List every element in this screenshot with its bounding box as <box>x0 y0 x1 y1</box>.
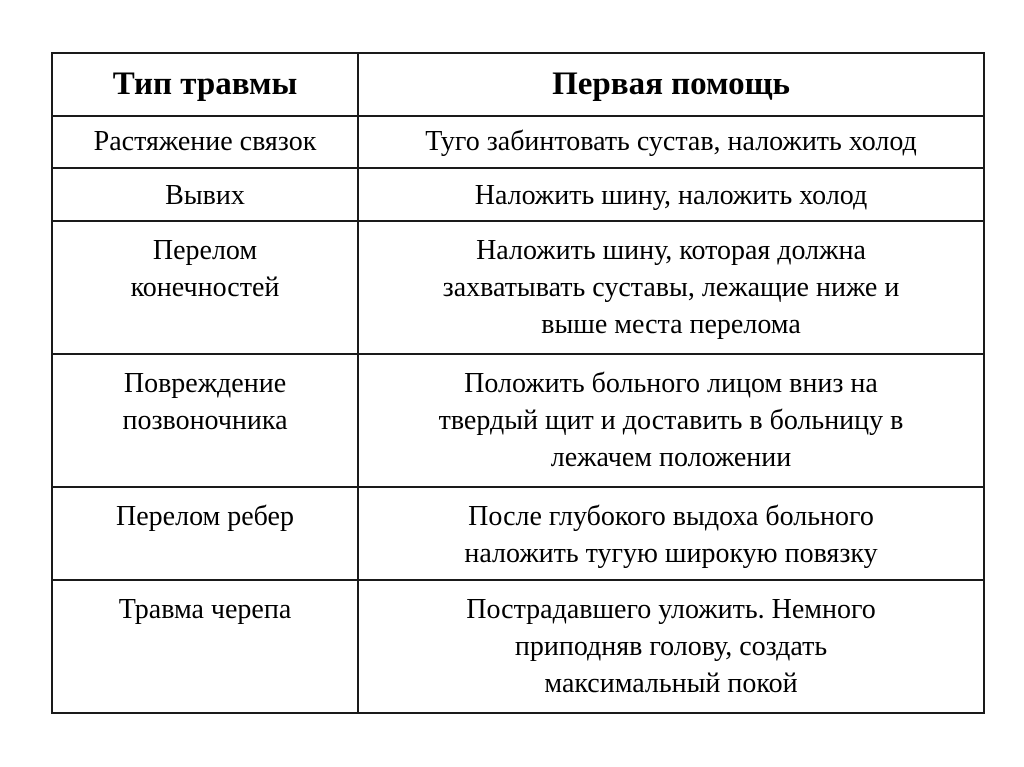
header-row <box>52 53 984 116</box>
first-aid-cell <box>358 168 984 221</box>
first-aid-cell <box>358 487 984 580</box>
table-row <box>52 116 984 168</box>
table-row <box>52 221 984 354</box>
injury-type-text: Перелом ребер <box>116 501 294 532</box>
injury-type-cell <box>52 487 358 580</box>
first-aid-text: Наложить шину, наложить холод <box>474 180 868 211</box>
first-aid-cell <box>358 116 984 168</box>
injury-type-text: Травма черепа <box>118 594 292 625</box>
injury-type-text: Перелом конечностей <box>130 235 280 303</box>
header-injury-type: Тип травмы <box>52 53 358 116</box>
first-aid-text: Пострадавшего уложить. Немного приподняв голову, создать максимальный покой <box>466 594 876 699</box>
table-row <box>52 354 984 487</box>
first-aid-text: Наложить шину, которая должна захватывать суставы, лежащие ниже и выше места перелома <box>442 235 900 340</box>
injury-type-text: Повреждение позвоночника <box>122 368 288 436</box>
injury-type-cell <box>52 221 358 354</box>
first-aid-cell <box>358 354 984 487</box>
injury-type-text: Растяжение связок <box>93 126 317 157</box>
table-row <box>52 580 984 713</box>
injury-type-cell <box>52 580 358 713</box>
first-aid-text: Туго забинтовать сустав, наложить холод <box>425 126 917 157</box>
first-aid-cell <box>358 221 984 354</box>
first-aid-text: После глубокого выдоха больного наложить тугую широкую повязку <box>464 501 878 569</box>
table-row <box>52 168 984 221</box>
first-aid-text: Положить больного лицом вниз на твердый щит и доставить в больницу в лежачем положении <box>438 368 904 473</box>
injury-type-cell <box>52 354 358 487</box>
table-row <box>52 487 984 580</box>
injury-type-cell <box>52 168 358 221</box>
header-first-aid: Первая помощь <box>358 53 984 116</box>
first-aid-table <box>51 52 985 714</box>
injury-type-text: Вывих <box>165 180 245 211</box>
first-aid-cell <box>358 580 984 713</box>
injury-type-cell <box>52 116 358 168</box>
